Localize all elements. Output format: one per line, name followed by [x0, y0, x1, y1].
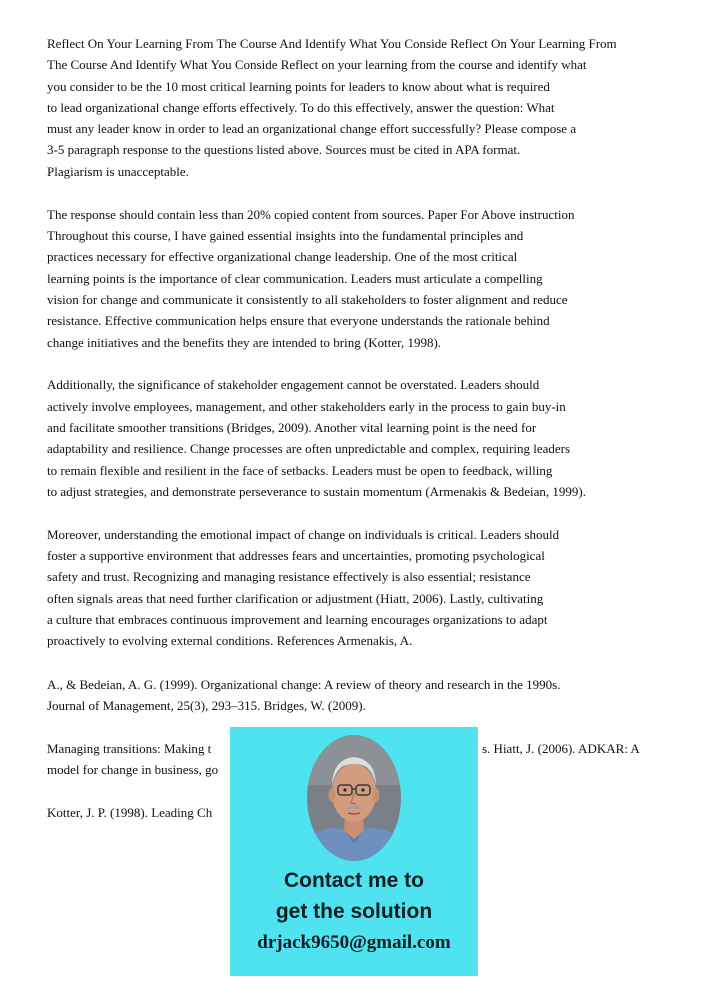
- text-line: The Course And Identify What You Conside Reflect on your learning from the course and identify what: [47, 57, 587, 72]
- ad-headline-line2: get the solution: [275, 900, 433, 923]
- text-line: Throughout this course, I have gained essential insights into the fundamental principles and: [47, 228, 524, 243]
- text-line: practices necessary for effective organizational change leadership. One of the most critical: [47, 249, 518, 264]
- text-line: change initiatives and the benefits they are intended to bring (Kotter, 1998).: [47, 335, 442, 350]
- text-line: 3-5 paragraph response to the questions listed above. Sources must be cited in APA format.: [47, 142, 521, 157]
- text-line: Additionally, the significance of stakeholder engagement cannot be overstated. Leaders should: [47, 377, 540, 392]
- text-line: a culture that embraces continuous improvement and learning encourages organizations to adapt: [47, 612, 548, 627]
- person-photo: [307, 735, 401, 861]
- text-line: foster a supportive environment that addresses fears and uncertainties, promoting psychological: [47, 548, 545, 563]
- text-line: must any leader know in order to lead an organizational change effort successfully? Please compose a: [47, 121, 577, 136]
- text-line: The response should contain less than 20% copied content from sources. Paper For Above instruction: [47, 207, 575, 222]
- text-line: to adjust strategies, and demonstrate perseverance to sustain momentum (Armenakis & Bedeian, 1999).: [47, 484, 586, 499]
- text-line: Moreover, understanding the emotional impact of change on individuals is critical. Leaders should: [47, 527, 560, 542]
- text-line: Plagiarism is unacceptable.: [47, 164, 189, 179]
- text-line: Reflect On Your Learning From The Course And Identify What You Conside Reflect On Your Learning From: [47, 36, 617, 51]
- text-line: to remain flexible and resilient in the face of setbacks. Leaders must be open to feedback, willing: [47, 463, 553, 478]
- text-line: actively involve employees, management, and other stakeholders early in the process to gain buy-in: [47, 399, 566, 414]
- text-line: safety and trust. Recognizing and managing resistance effectively is also essential; resistance: [47, 569, 531, 584]
- text-line: and facilitate smoother transitions (Bridges, 2009). Another vital learning point is the need for: [47, 420, 537, 435]
- text-line: vision for change and communicate it consistently to all stakeholders to foster alignment and reduce: [47, 292, 568, 307]
- text-line: s. Hiatt, J. (2006). ADKAR: A: [482, 741, 640, 756]
- text-line: Journal of Management, 25(3), 293–315. Bridges, W. (2009).: [47, 698, 366, 713]
- contact-email[interactable]: drjack9650@gmail.com: [257, 932, 451, 953]
- text-line: Kotter, J. P. (1998). Leading Ch: [47, 805, 213, 820]
- text-line: proactively to evolving external conditions. References Armenakis, A.: [47, 633, 413, 648]
- text-line: Managing transitions: Making t: [47, 741, 212, 756]
- contact-ad-banner[interactable]: [230, 727, 478, 976]
- text-line: to lead organizational change efforts effectively. To do this effectively, answer the question: What: [47, 100, 555, 115]
- text-line: A., & Bedeian, A. G. (1999). Organizational change: A review of theory and research in the 1990s.: [47, 677, 561, 692]
- text-line: often signals areas that need further clarification or adjustment (Hiatt, 2006). Lastly, cultivating: [47, 591, 544, 606]
- text-line: resistance. Effective communication helps ensure that everyone understands the rationale behind: [47, 313, 550, 328]
- text-line: adaptability and resilience. Change processes are often unpredictable and complex, requiring leaders: [47, 441, 571, 456]
- text-line: you consider to be the 10 most critical learning points for leaders to know about what is required: [47, 79, 550, 94]
- text-line: model for change in business, go: [47, 762, 219, 777]
- text-line: learning points is the importance of clear communication. Leaders must articulate a compelling: [47, 271, 543, 286]
- ad-headline-line1: Contact me to: [283, 869, 424, 892]
